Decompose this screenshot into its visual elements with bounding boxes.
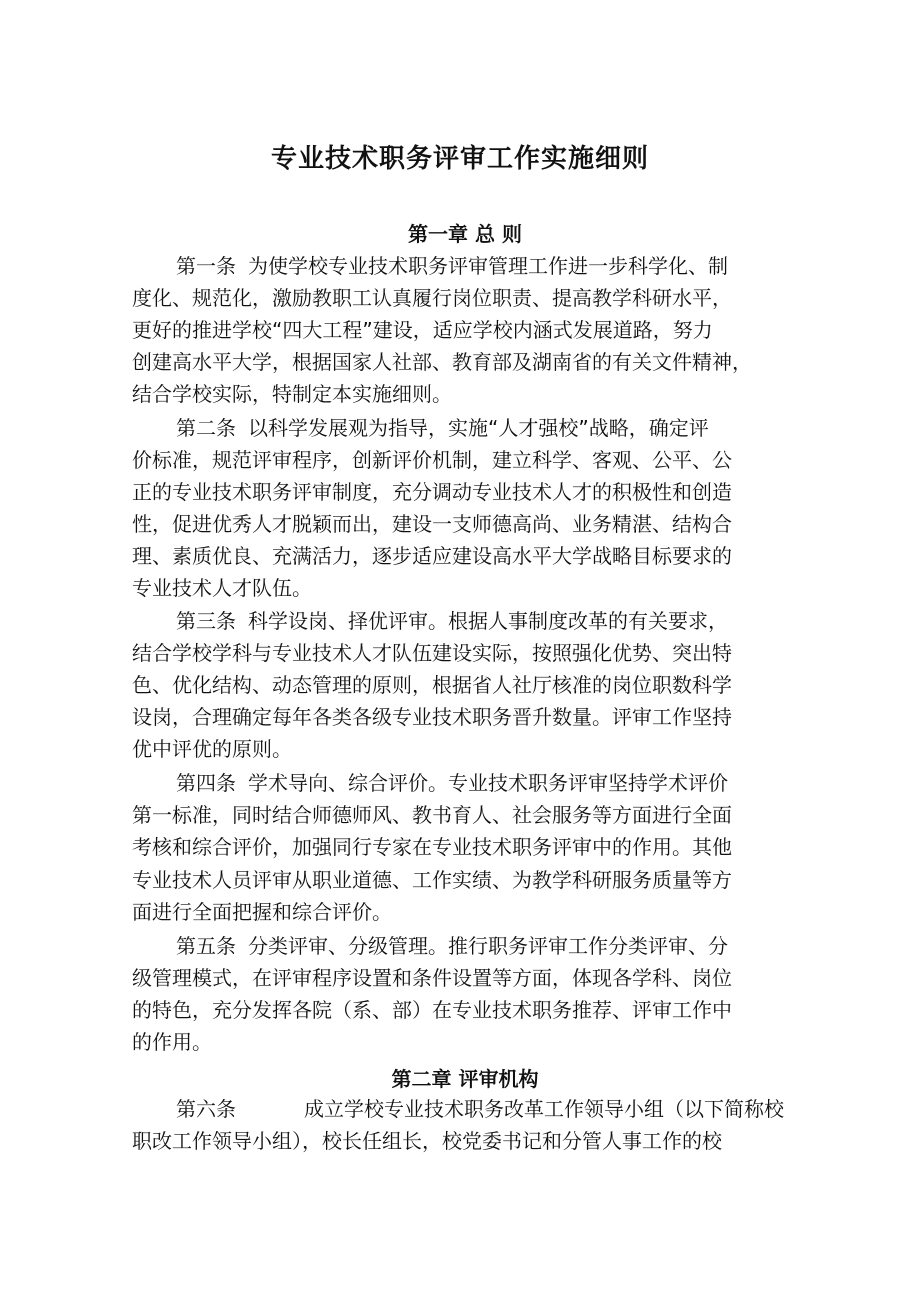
article-6-label: 第六条	[176, 1097, 236, 1121]
chapter-1-heading: 第一章 总 则	[408, 222, 522, 246]
article-4-line-1: 第四条 学术导向、综合评价。专业技术职务评审坚持学术评价	[176, 771, 728, 795]
article-5-line-2: 级管理模式，在评审程序设置和条件设置等方面，体现各学科、岗位	[132, 966, 732, 990]
document-title: 专业技术职务评审工作实施细则	[270, 144, 649, 174]
article-3-line-1: 第三条 科学设岗、择优评审。根据人事制度改革的有关要求，	[176, 609, 728, 633]
article-1-line-3: 更好的推进学校“四大工程”建设，适应学校内涵式发展道路，努力	[132, 318, 713, 342]
article-4-line-4: 专业技术人员评审从职业道德、工作实绩、为教学科研服务质量等方	[132, 868, 732, 892]
article-2-line-1: 第二条 以科学发展观为指导，实施“人才强校”战略，确定评	[176, 416, 709, 440]
article-4-line-2: 第一标准，同时结合师德师风、教书育人、社会服务等方面进行全面	[132, 803, 732, 827]
article-4-line-3: 考核和综合评价，加强同行专家在专业技术职务评审中的作用。其他	[132, 835, 732, 859]
article-1-line-5: 结合学校实际，特制定本实施细则。	[132, 382, 452, 406]
article-4-line-5: 面进行全面把握和综合评价。	[132, 900, 392, 924]
article-2-line-5: 理、素质优良、充满活力，逐步适应建设高水平大学战略目标要求的	[132, 544, 732, 568]
article-6-line-2: 职改工作领导小组），校长任组长，校党委书记和分管人事工作的校	[132, 1129, 722, 1153]
chapter-2-heading: 第二章 评审机构	[391, 1067, 539, 1091]
article-3-line-4: 设岗，合理确定每年各类各级专业技术职务晋升数量。评审工作坚持	[132, 705, 732, 729]
article-3-line-2: 结合学校学科与专业技术人才队伍建设实际，按照强化优势、突出特	[132, 641, 732, 665]
article-4-label: 第四条	[176, 771, 236, 795]
article-6-line-1: 第六条 成立学校专业技术职务改革工作领导小组（以下简称校	[176, 1097, 784, 1121]
article-3-label: 第三条	[176, 609, 236, 633]
article-2-line-3: 正的专业技术职务评审制度，充分调动专业技术人才的积极性和创造	[132, 480, 732, 504]
article-3-line-3: 色、优化结构、动态管理的原则，根据省人社厅核准的岗位职数科学	[132, 673, 732, 697]
article-2-line-2: 价标准，规范评审程序，创新评价机制，建立科学、客观、公平、公	[132, 448, 732, 472]
article-5-line-1: 第五条 分类评审、分级管理。推行职务评审工作分类评审、分	[176, 934, 728, 958]
article-1-line-4: 创建高水平大学，根据国家人社部、教育部及湖南省的有关文件精神，	[132, 350, 752, 374]
article-2-line-6: 专业技术人才队伍。	[132, 576, 312, 600]
article-5-line-3: 的特色，充分发挥各院（系、部）在专业技术职务推荐、评审工作中	[132, 998, 732, 1022]
article-1-line-2: 度化、规范化，激励教职工认真履行岗位职责、提高教学科研水平，	[132, 286, 732, 310]
article-2-line-4: 性，促进优秀人才脱颖而出，建设一支师德高尚、业务精湛、结构合	[132, 512, 732, 536]
article-2-label: 第二条	[176, 416, 236, 440]
article-3-line-5: 优中评优的原则。	[132, 737, 292, 761]
article-1-line-1: 第一条 为使学校专业技术职务评审管理工作进一步科学化、制	[176, 254, 728, 278]
article-5-line-4: 的作用。	[132, 1030, 212, 1054]
article-5-label: 第五条	[176, 934, 236, 958]
article-1-label: 第一条	[176, 254, 236, 278]
